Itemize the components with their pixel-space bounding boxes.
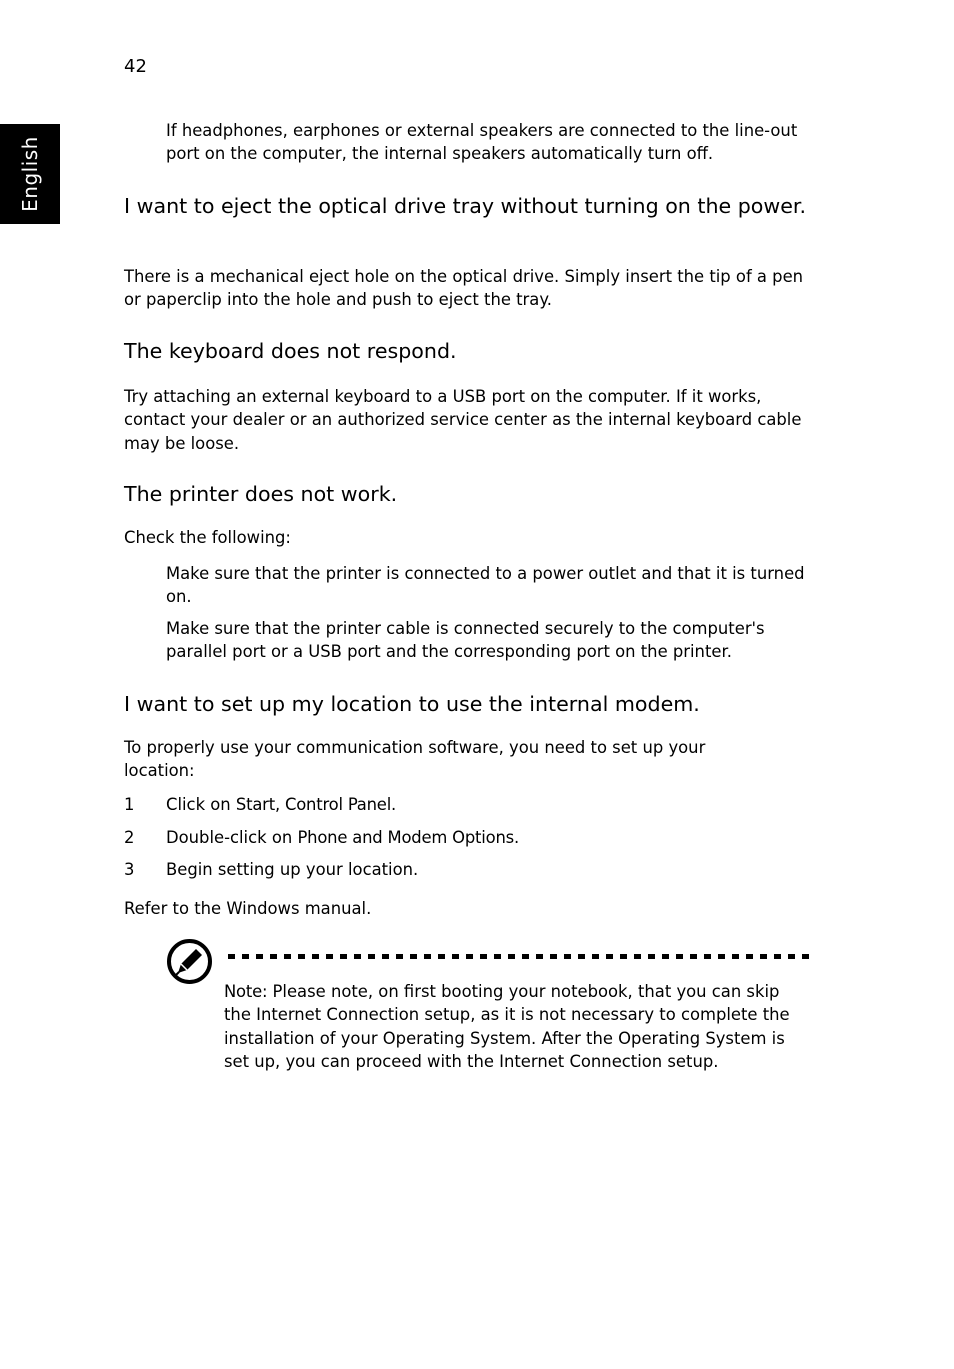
step-number: 1: [124, 795, 135, 814]
modem-intro: To properly use your communication software, you need to set up your location:: [124, 738, 706, 781]
heading-modem: I want to set up my location to use the internal modem.: [124, 692, 700, 716]
page-number: 42: [124, 56, 147, 77]
printer-bullet-2: Make sure that the printer cable is connected securely to the computer's parallel port or a USB port and the corresponding port on the printer.: [166, 619, 765, 662]
note-text: Note: Please note, on first booting your notebook, that you can skip the Internet Connection setup, as it is not necessary to complete the installation of your Operating System. After the Operating System is set up, you can proceed with the Internet Connection setup.: [224, 982, 790, 1072]
note-divider: [228, 954, 809, 959]
step-text: Begin setting up your location.: [166, 860, 419, 879]
pen-note-icon: [166, 938, 213, 985]
eject-paragraph: There is a mechanical eject hole on the optical drive. Simply insert the tip of a pen or paperclip into the hole and push to eject the tray.: [124, 267, 804, 310]
heading-eject: I want to eject the optical drive tray without turning on the power.: [124, 194, 807, 218]
step-text: Double-click on Phone and Modem Options.: [166, 828, 520, 847]
modem-outro: Refer to the Windows manual.: [124, 899, 372, 918]
intro-bullet: If headphones, earphones or external speakers are connected to the line-out port on the computer, the internal speakers automatically turn off.: [166, 121, 798, 164]
step-number: 3: [124, 860, 135, 879]
step-number: 2: [124, 828, 135, 847]
heading-printer: The printer does not work.: [124, 482, 398, 506]
ui-term: Start, Control Panel: [235, 795, 392, 814]
printer-intro: Check the following:: [124, 528, 291, 547]
language-tab: [0, 124, 60, 224]
printer-bullet-1: Make sure that the printer is connected to a power outlet and that it is turned on.: [166, 564, 805, 607]
step-text: Click on Start, Control Panel.: [166, 795, 397, 814]
keyboard-paragraph: Try attaching an external keyboard to a USB port on the computer. If it works, contact your dealer or an authorized service center as the internal keyboard cable may be loose.: [124, 387, 802, 453]
note-label: Note:: [224, 982, 268, 1001]
ui-term: Phone and Modem Options: [297, 828, 514, 847]
heading-keyboard: The keyboard does not respond.: [124, 339, 457, 363]
language-tab-label: English: [18, 136, 42, 212]
